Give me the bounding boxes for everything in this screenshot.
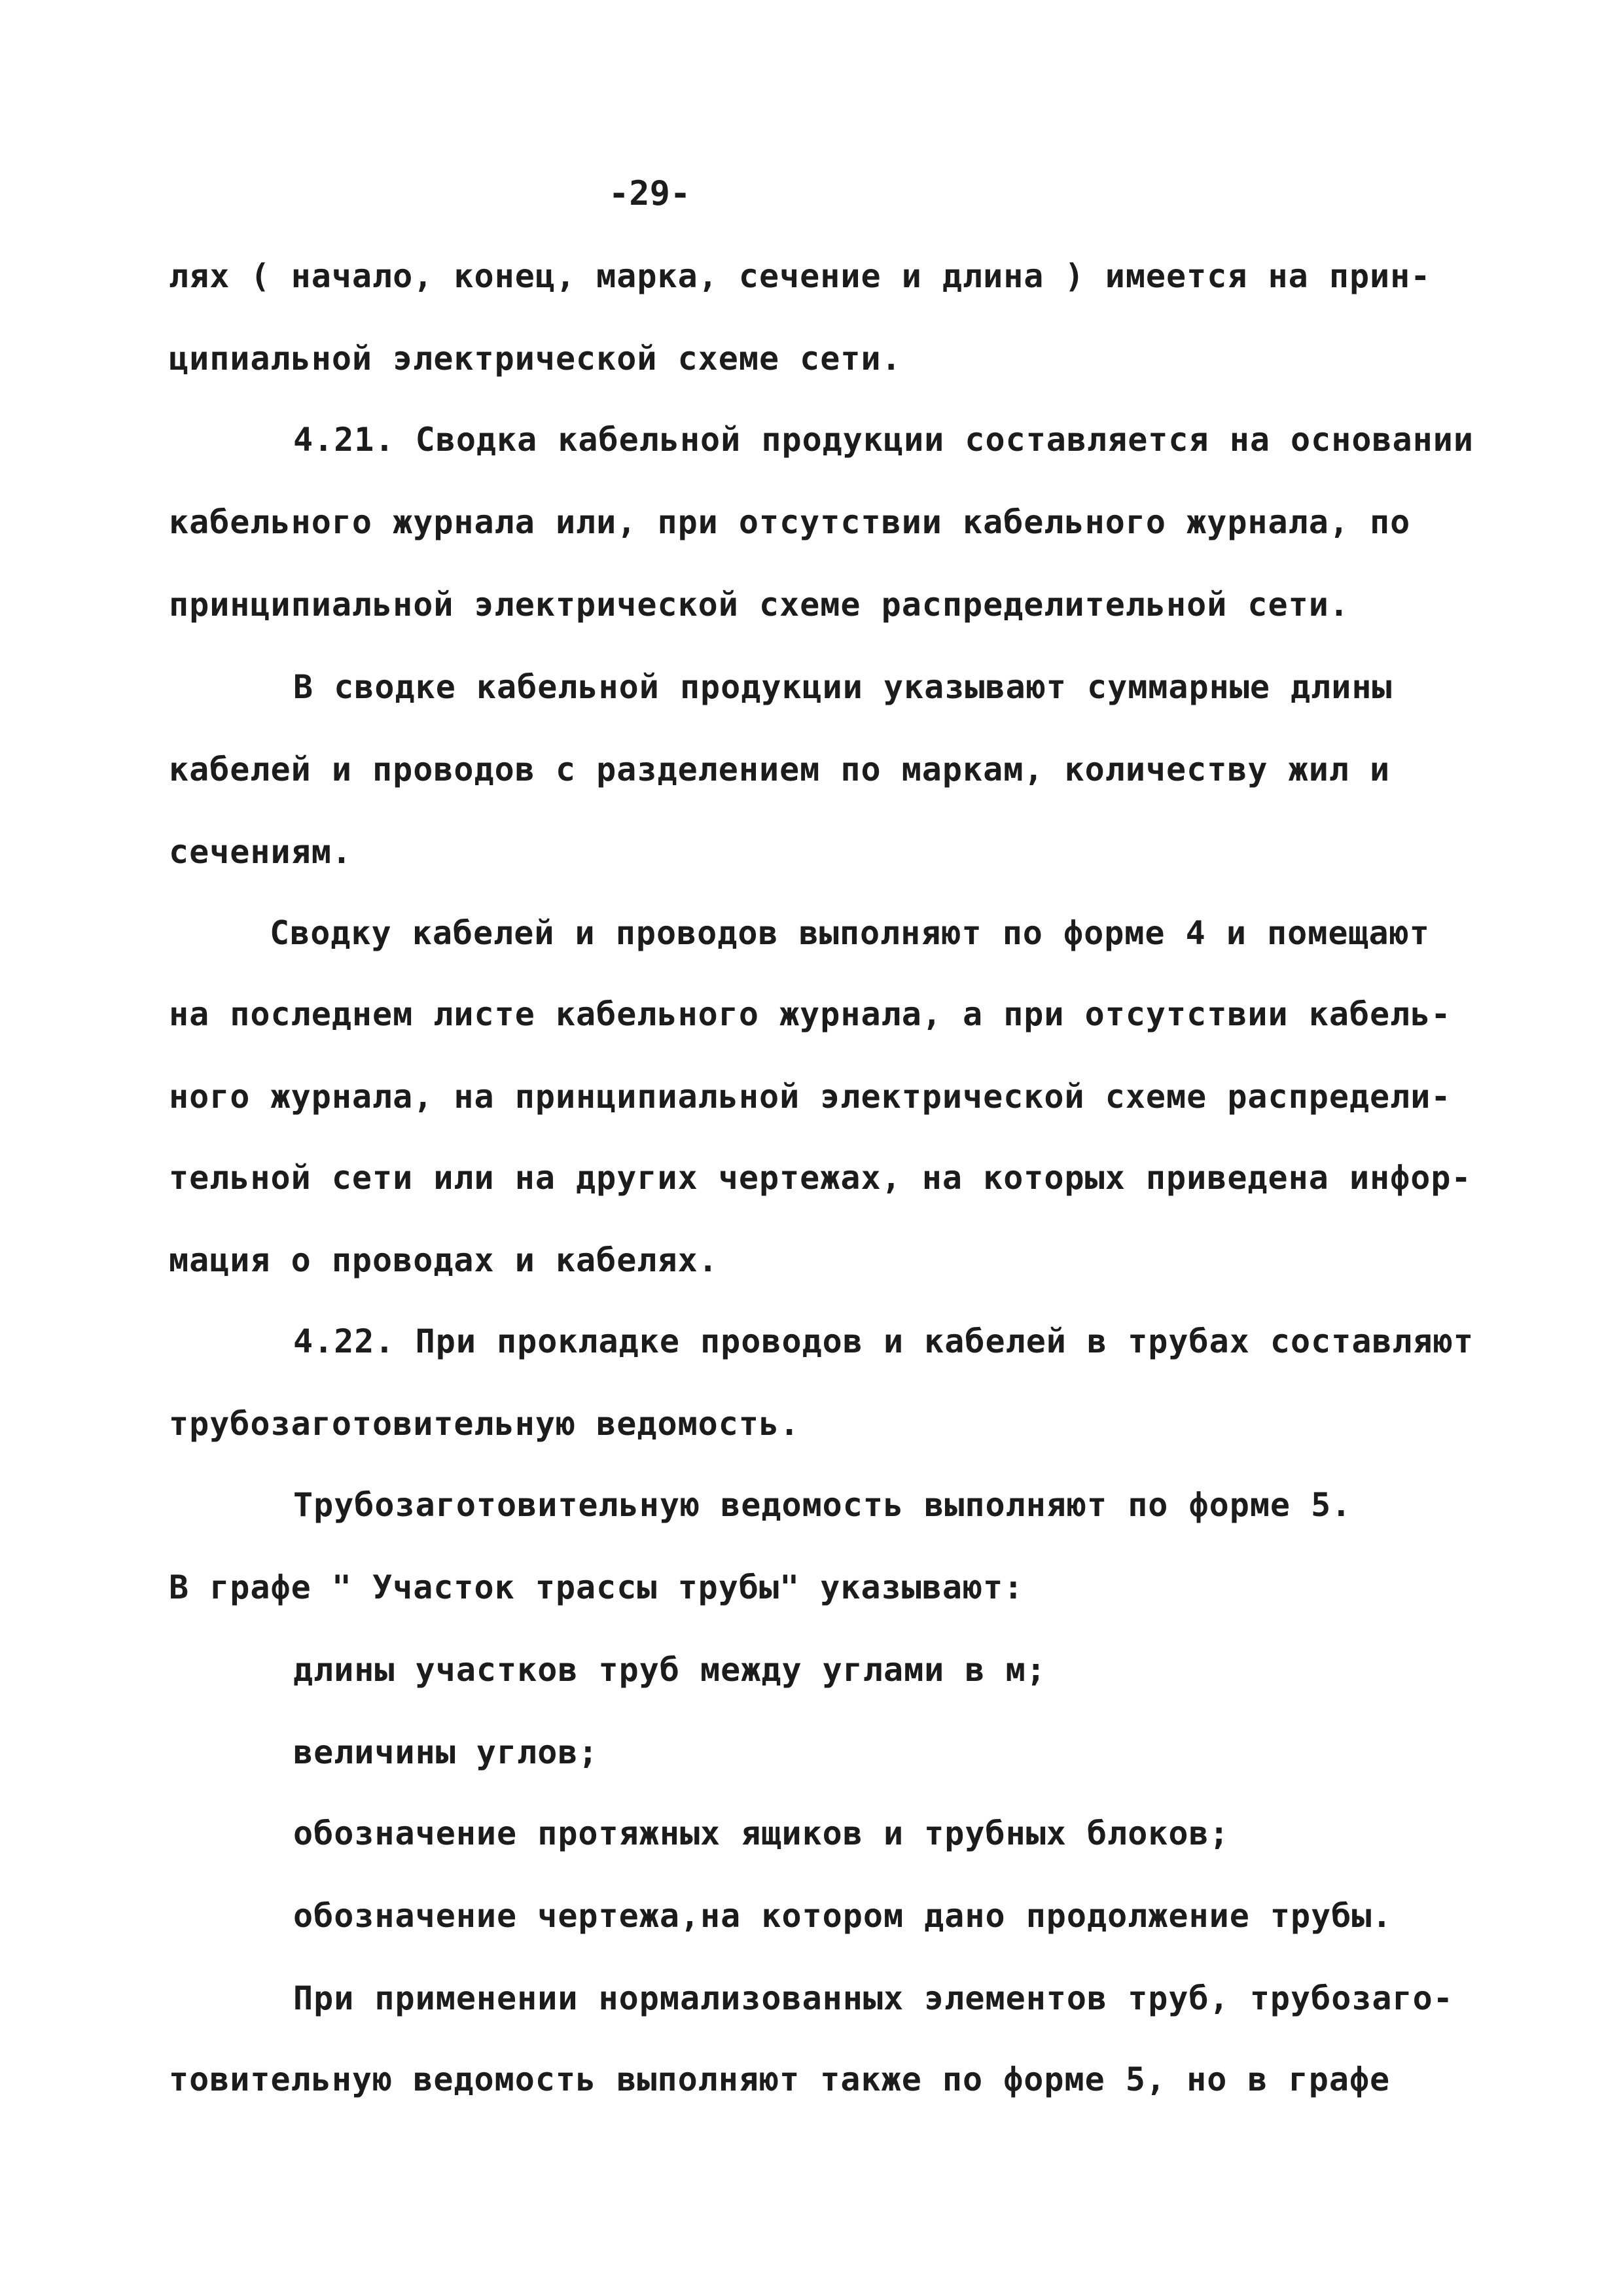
text-line: на последнем листе кабельного журнала, а при отсутствии кабель- [169,995,1452,1033]
text-line: обозначение чертежа,на котором дано продолжение трубы. [293,1897,1393,1935]
text-line: тельной сети или на других чертежах, на которых приведена инфор- [169,1159,1472,1197]
text-line: сечениям. [169,833,352,871]
text-line: ципиальной электрической схеме сети. [169,340,902,378]
text-line: обозначение протяжных ящиков и трубных блоков; [293,1814,1230,1852]
text-line: В сводке кабельной продукции указывают суммарные длины [293,668,1393,706]
text-line: товительную ведомость выполняют также по форме 5, но в графе [169,2060,1391,2098]
text-line: При применении нормализованных элементов труб, трубозаго- [293,1979,1454,2017]
text-line: Сводку кабелей и проводов выполняют по форме 4 и помещают [270,914,1430,952]
text-line: трубозаготовительную ведомость. [169,1405,800,1443]
text-line: Трубозаготовительную ведомость выполняют по форме 5. [293,1486,1352,1524]
text-line: 4.22. При прокладке проводов и кабелей в трубах составляют [293,1322,1474,1360]
text-line: В графе " Участок трассы трубы" указывают: [169,1568,1024,1606]
page-number: -29- [609,174,691,213]
text-line: кабелей и проводов с разделением по маркам, количеству жил и [169,751,1391,788]
text-line: величины углов; [293,1733,599,1771]
text-line: мация о проводах и кабелях. [169,1241,719,1279]
text-line: ного журнала, на принципиальной электрической схеме распредели- [169,1078,1452,1116]
text-line: длины участков труб между углами в м; [293,1651,1046,1689]
text-line: лях ( начало, конец, марка, сечение и длина ) имеется на прин- [169,257,1431,295]
text-line: кабельного журнала или, при отсутствии кабельного журнала, по [169,503,1411,541]
text-line: 4.21. Сводка кабельной продукции составляется на основании [293,421,1474,459]
text-line: принципиальной электрической схеме распределительной сети. [169,586,1349,624]
